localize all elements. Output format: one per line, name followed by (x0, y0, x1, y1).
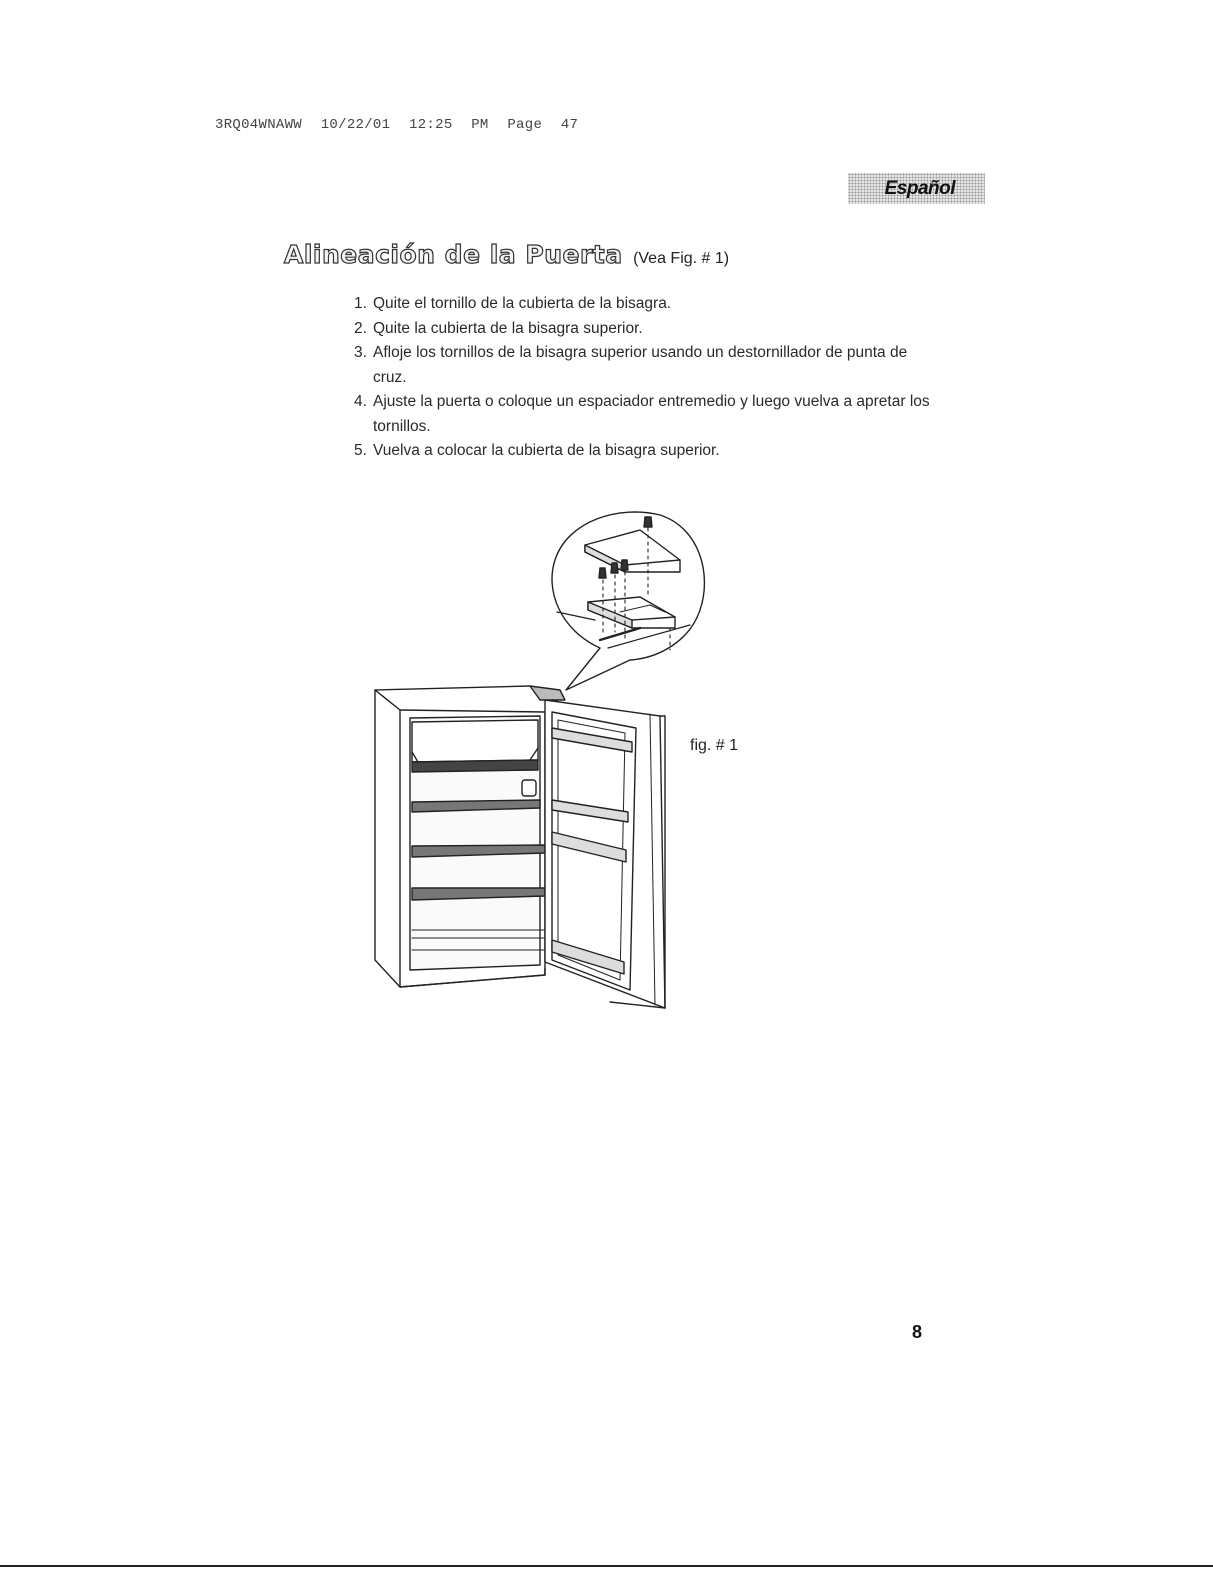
instruction-steps (354, 292, 944, 464)
hinge-detail-callout (552, 512, 704, 690)
step-item (354, 341, 944, 390)
refrigerator-cabinet (375, 686, 560, 987)
step-text: Quite la cubierta de la bisagra superior. (373, 319, 643, 337)
step-number: 2. (354, 319, 367, 337)
print-header: 3RQ04WNAWW 10/22/01 12:25 PM Page 47 (215, 117, 579, 133)
refrigerator-hinge-illustration (360, 500, 740, 1020)
figure-caption: fig. # 1 (690, 737, 739, 754)
step-text: Ajuste la puerta o coloque un espaciador entremedio y luego vuelva a apretar los tornillos. (373, 393, 930, 435)
step-number: 3. (354, 344, 367, 361)
step-item (354, 292, 944, 317)
step-number: 1. (354, 295, 367, 312)
language-tab (848, 173, 985, 204)
refrigerator-door (530, 686, 665, 1008)
step-item (354, 317, 944, 342)
bottom-rule (0, 1565, 1213, 1567)
step-text: Afloje los tornillos de la bisagra superior usando un destornillador de punta de cruz. (373, 344, 908, 386)
step-item (354, 439, 944, 464)
language-label: Español (884, 177, 955, 199)
step-text: Vuelva a colocar la cubierta de la bisagra superior. (373, 442, 720, 459)
step-text: Quite el tornillo de la cubierta de la bisagra. (373, 295, 672, 312)
page-number: 8 (912, 1322, 923, 1342)
step-item (354, 390, 944, 439)
step-number: 4. (354, 393, 367, 410)
step-number: 5. (354, 442, 367, 459)
section-title-row (284, 240, 729, 269)
section-title: Alineación de la Puerta (284, 240, 623, 269)
figure-reference: (Vea Fig. # 1) (633, 250, 730, 267)
